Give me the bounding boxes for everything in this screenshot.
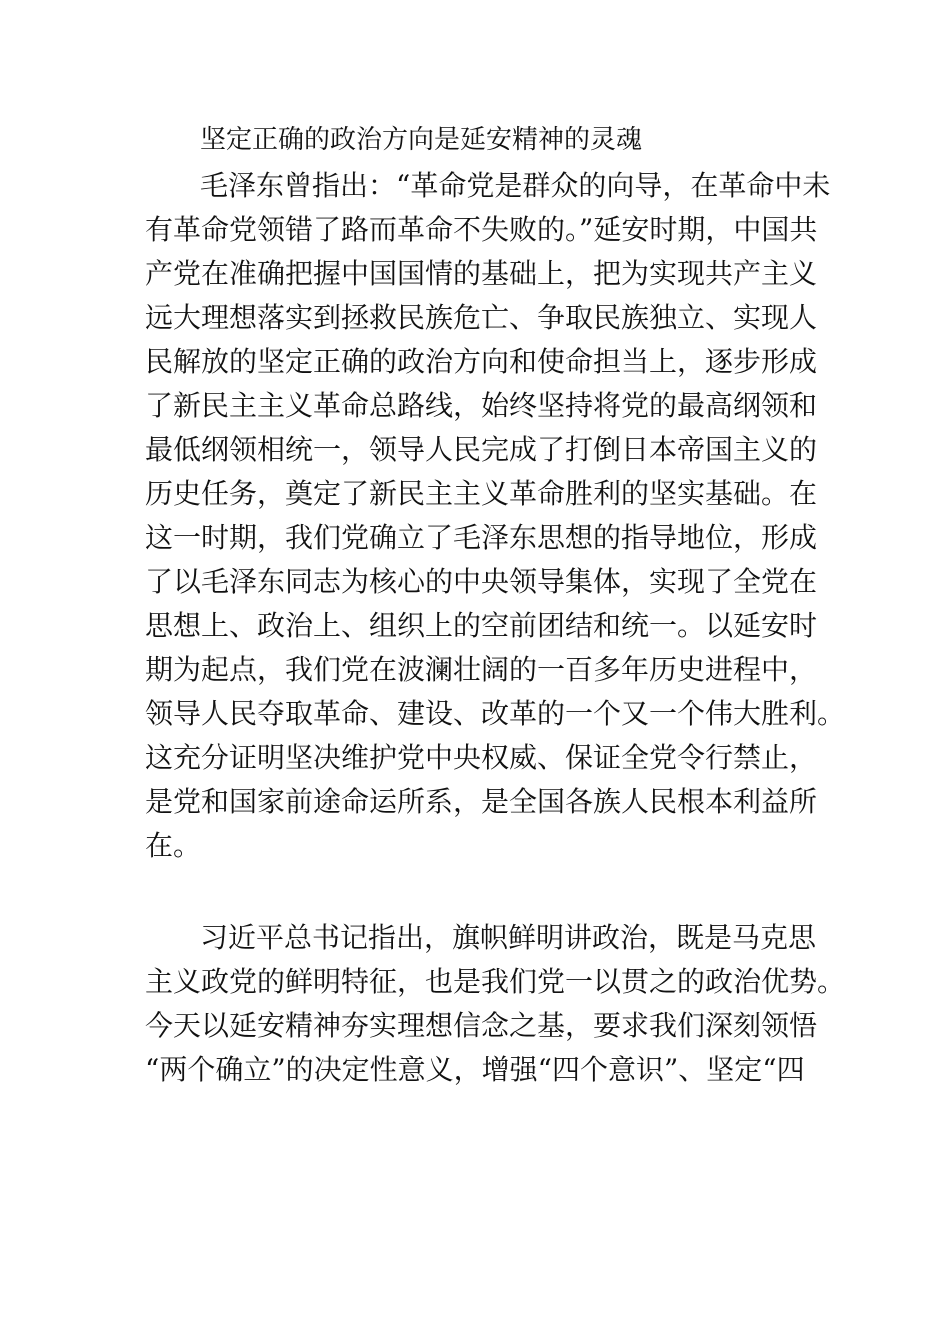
- paragraph-line: “两个确立”的决定性意义，增强“四个意识”、坚定“四: [145, 1053, 805, 1086]
- paragraph-line: 在。: [145, 829, 202, 862]
- paragraph-line: 有革命党领错了路而革命不失败的。”延安时期，中国共: [145, 213, 818, 246]
- paragraph-line: 民解放的坚定正确的政治方向和使命担当上，逐步形成: [145, 345, 818, 378]
- paragraph-line: 期为起点，我们党在波澜壮阔的一百多年历史进程中，: [145, 653, 818, 686]
- paragraph-line: 最低纲领相统一，领导人民完成了打倒日本帝国主义的: [145, 433, 818, 466]
- paragraph-line: 历史任务，奠定了新民主主义革命胜利的坚实基础。在: [145, 477, 818, 510]
- paragraph-line: 了以毛泽东同志为核心的中央领导集体，实现了全党在: [145, 565, 818, 598]
- paragraph-line: 远大理想落实到拯救民族危亡、争取民族独立、实现人: [145, 301, 818, 334]
- paragraph-line: 了新民主主义革命总路线，始终坚持将党的最高纲领和: [145, 389, 818, 422]
- paragraph-line: 领导人民夺取革命、建设、改革的一个又一个伟大胜利。: [145, 697, 846, 730]
- paragraph-line: 主义政党的鲜明特征，也是我们党一以贯之的政治优势。: [145, 965, 846, 998]
- paragraph-line: 这充分证明坚决维护党中央权威、保证全党令行禁止，: [145, 741, 818, 774]
- paragraph-line: 毛泽东曾指出：“革命党是群众的向导，在革命中未: [200, 169, 831, 202]
- paragraph-line: 今天以延安精神夯实理想信念之基，要求我们深刻领悟: [145, 1009, 818, 1042]
- paragraph-line: 习近平总书记指出，旗帜鲜明讲政治，既是马克思: [200, 921, 817, 954]
- paragraph-line: 这一时期，我们党确立了毛泽东思想的指导地位，形成: [145, 521, 818, 554]
- section-heading: 坚定正确的政治方向是延安精神的灵魂: [200, 125, 643, 155]
- paragraph-line: 思想上、政治上、组织上的空前团结和统一。以延安时: [145, 609, 818, 642]
- paragraph-line: 产党在准确把握中国国情的基础上，把为实现共产主义: [145, 257, 818, 290]
- paragraph-line: 是党和国家前途命运所系，是全国各族人民根本利益所: [145, 785, 818, 818]
